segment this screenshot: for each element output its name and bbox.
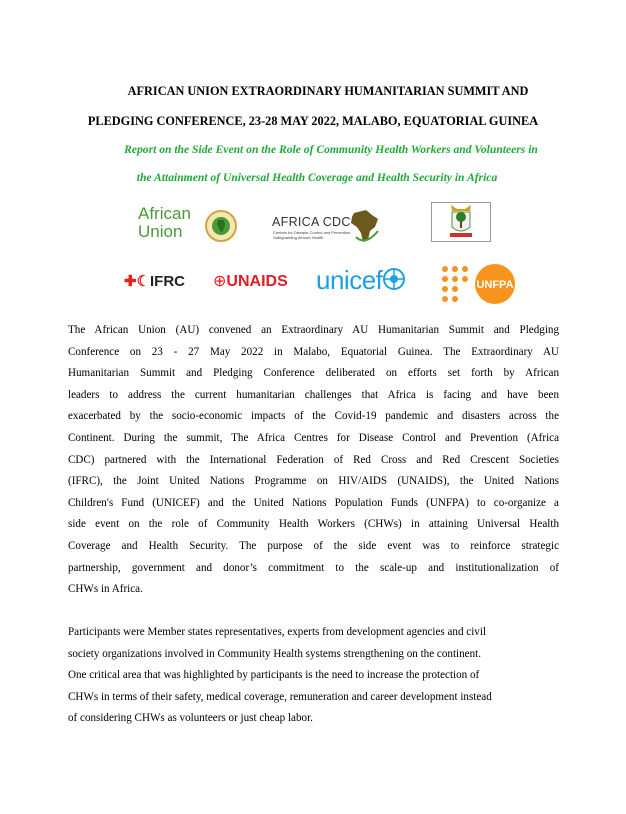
au-line-2: Union [138, 222, 183, 241]
ifrc-wordmark: IFRC [150, 273, 186, 290]
africa-cdc-tagline: Safeguarding Africa's Health [273, 235, 324, 240]
africa-cdc-logo [272, 207, 382, 247]
africa-cdc-small-text [273, 230, 353, 240]
unfpa-circle-icon [472, 264, 518, 304]
intro-paragraph [68, 320, 559, 601]
report-subtitle-line-1: Report on the Side Event on the Role of Community Health Workers and Volunteers in [124, 143, 538, 156]
unaids-logo [213, 273, 288, 291]
unfpa-wordmark: UNFPA [476, 279, 514, 291]
unaids-wordmark: UNAIDS [226, 273, 288, 290]
paragraph-line: The African Union (AU) convened an Extraordinary AU Humanitarian Summit and Pledging [68, 324, 559, 336]
unfpa-dots-icon [440, 264, 474, 304]
paragraph-line: (IFRC), the Joint United Nations Programme on HIV/AIDS (UNAIDS), the United Nations [68, 475, 559, 488]
african-union-wordmark [138, 205, 191, 241]
un-emblem-icon: ⊕ [213, 273, 227, 290]
report-subtitle-line-2: the Attainment of Universal Health Coverage and Health Security in Africa [136, 171, 498, 184]
africa-cdc-wordmark: AFRICA CDC [272, 215, 351, 229]
paragraph-line: Conference on 23 - 27 May 2022 in Malabo, Equatorial Guinea. The Extraordinary AU [68, 345, 559, 358]
paragraph-line: Participants were Member states representatives, experts from development agencies and civil [68, 626, 487, 638]
unfpa-logo [440, 264, 520, 304]
paragraph-line: exacerbated by the socio-economic impacts of the Covid-19 pandemic and disasters across the [68, 410, 559, 423]
au-line-1: African [138, 204, 191, 223]
unicef-wordmark: unicef [316, 265, 383, 295]
african-union-logo [138, 205, 244, 247]
ifrc-logo [124, 273, 185, 291]
paragraph-line: Continent. During the summit, The Africa Centres for Disease Control and Prevention (Africa [68, 431, 559, 444]
paragraph-line: One critical area that was highlighted by participants is the need to increase the protection of [68, 669, 480, 682]
document-title-line-2: PLEDGING CONFERENCE, 23-28 MAY 2022, MALABO, EQUATORIAL GUINEA [87, 114, 539, 128]
paragraph-line: CHWs in terms of their safety, medical coverage, remuneration and career development instead [68, 690, 492, 703]
unicef-logo [316, 266, 406, 294]
paragraph-line: leaders to address the current humanitarian challenges that Africa is facing and have been [68, 388, 559, 401]
paragraph-line: of considering CHWs as volunteers or just cheap labor. [68, 712, 313, 725]
equatorial-guinea-emblem [431, 202, 491, 242]
paragraph-line: Children's Fund (UNICEF) and the United Nations Population Funds (UNFPA) to co-organize a [68, 496, 559, 509]
unicef-globe-icon [382, 267, 406, 291]
paragraph-line: partnership, government and donor’s commitment to the scale-up and institutionalization of [68, 561, 559, 574]
participants-paragraph [68, 622, 559, 730]
africa-map-icon [348, 207, 382, 245]
red-cross-crescent-icon: ✚☾ [124, 273, 151, 290]
paragraph-line: CHWs in Africa. [68, 583, 143, 596]
coat-of-arms-icon [432, 203, 490, 241]
paragraph-line: Humanitarian Summit and Pledging Conference deliberated on efforts set forth by African [68, 367, 559, 380]
paragraph-line: CDC) partnered with the International Federation of Red Cross and Red Crescent Societies [68, 453, 559, 466]
au-emblem-icon [204, 209, 238, 243]
paragraph-line: society organizations involved in Community Health systems strengthening on the continent. [68, 647, 481, 660]
document-title-line-1: AFRICAN UNION EXTRAORDINARY HUMANITARIAN SUMMIT AND [127, 84, 529, 98]
africa-cdc-descriptor: Centres for Disease Control and Prevention [273, 230, 351, 235]
paragraph-line: Coverage and Health Security. The purpose of the side event was to reinforce strategic [68, 539, 559, 552]
paragraph-line: side event on the role of Community Health Workers (CHWs) in attaining Universal Health [68, 518, 559, 531]
